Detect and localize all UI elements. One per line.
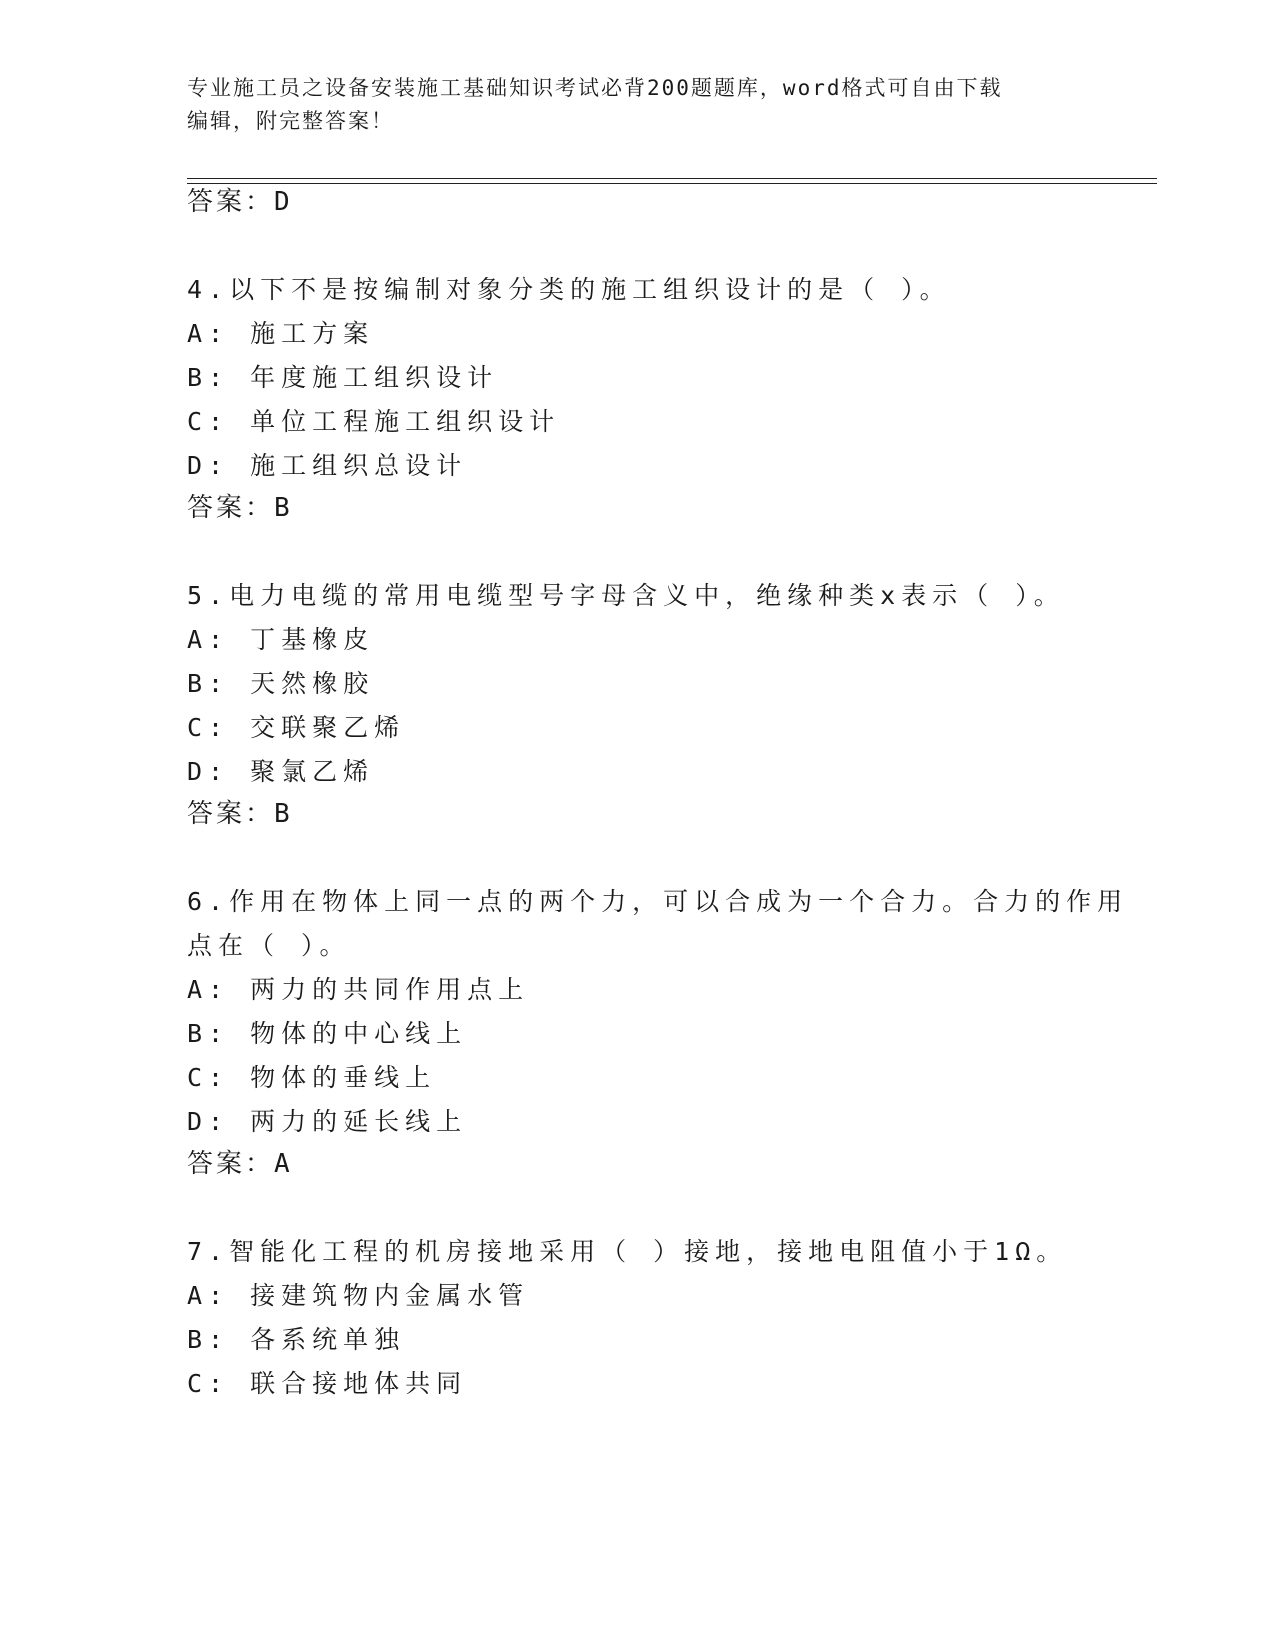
question-5-stem: 5.电力电缆的常用电缆型号字母含义中，绝缘种类x表示（ ）。: [187, 581, 1065, 610]
question-6-option-c: C: 物体的垂线上: [187, 1063, 437, 1092]
header-line-2: 编辑，附完整答案！: [187, 109, 394, 133]
question-5-option-a: A: 丁基橡皮: [187, 625, 375, 654]
question-6-option-b: B: 物体的中心线上: [187, 1019, 468, 1048]
question-4-option-d: D: 施工组织总设计: [187, 451, 468, 480]
question-7-option-a: A: 接建筑物内金属水管: [187, 1281, 530, 1310]
question-5-option-b: B: 天然橡胶: [187, 669, 375, 698]
question-7-option-c: C: 联合接地体共同: [187, 1369, 468, 1398]
previous-answer: 答案：D: [187, 187, 293, 217]
question-4-stem: 4.以下不是按编制对象分类的施工组织设计的是（ ）。: [187, 275, 951, 304]
question-6-answer: 答案：A: [187, 1149, 293, 1179]
question-4-option-c: C: 单位工程施工组织设计: [187, 407, 561, 436]
question-7-option-b: B: 各系统单独: [187, 1325, 406, 1354]
header-divider-top: [187, 178, 1157, 179]
question-6-option-d: D: 两力的延长线上: [187, 1107, 468, 1136]
header-text: [187, 72, 1087, 138]
question-5-answer: 答案：B: [187, 799, 293, 829]
question-4-answer: 答案：B: [187, 493, 293, 523]
question-6-stem-line-2: 点在（ ）。: [187, 931, 351, 960]
question-7-stem: 7.智能化工程的机房接地采用（ ）接地，接地电阻值小于1Ω。: [187, 1237, 1068, 1266]
question-5-option-d: D: 聚氯乙烯: [187, 757, 375, 786]
header-divider-bottom: [187, 183, 1157, 184]
question-6-stem-line-1: 6.作用在物体上同一点的两个力，可以合成为一个合力。合力的作用: [187, 887, 1129, 916]
question-4-option-b: B: 年度施工组织设计: [187, 363, 499, 392]
question-5-option-c: C: 交联聚乙烯: [187, 713, 406, 742]
question-4-option-a: A: 施工方案: [187, 319, 375, 348]
question-6-option-a: A: 两力的共同作用点上: [187, 975, 530, 1004]
header-line-1: 专业施工员之设备安装施工基础知识考试必背200题题库，word格式可自由下载: [187, 76, 1003, 100]
